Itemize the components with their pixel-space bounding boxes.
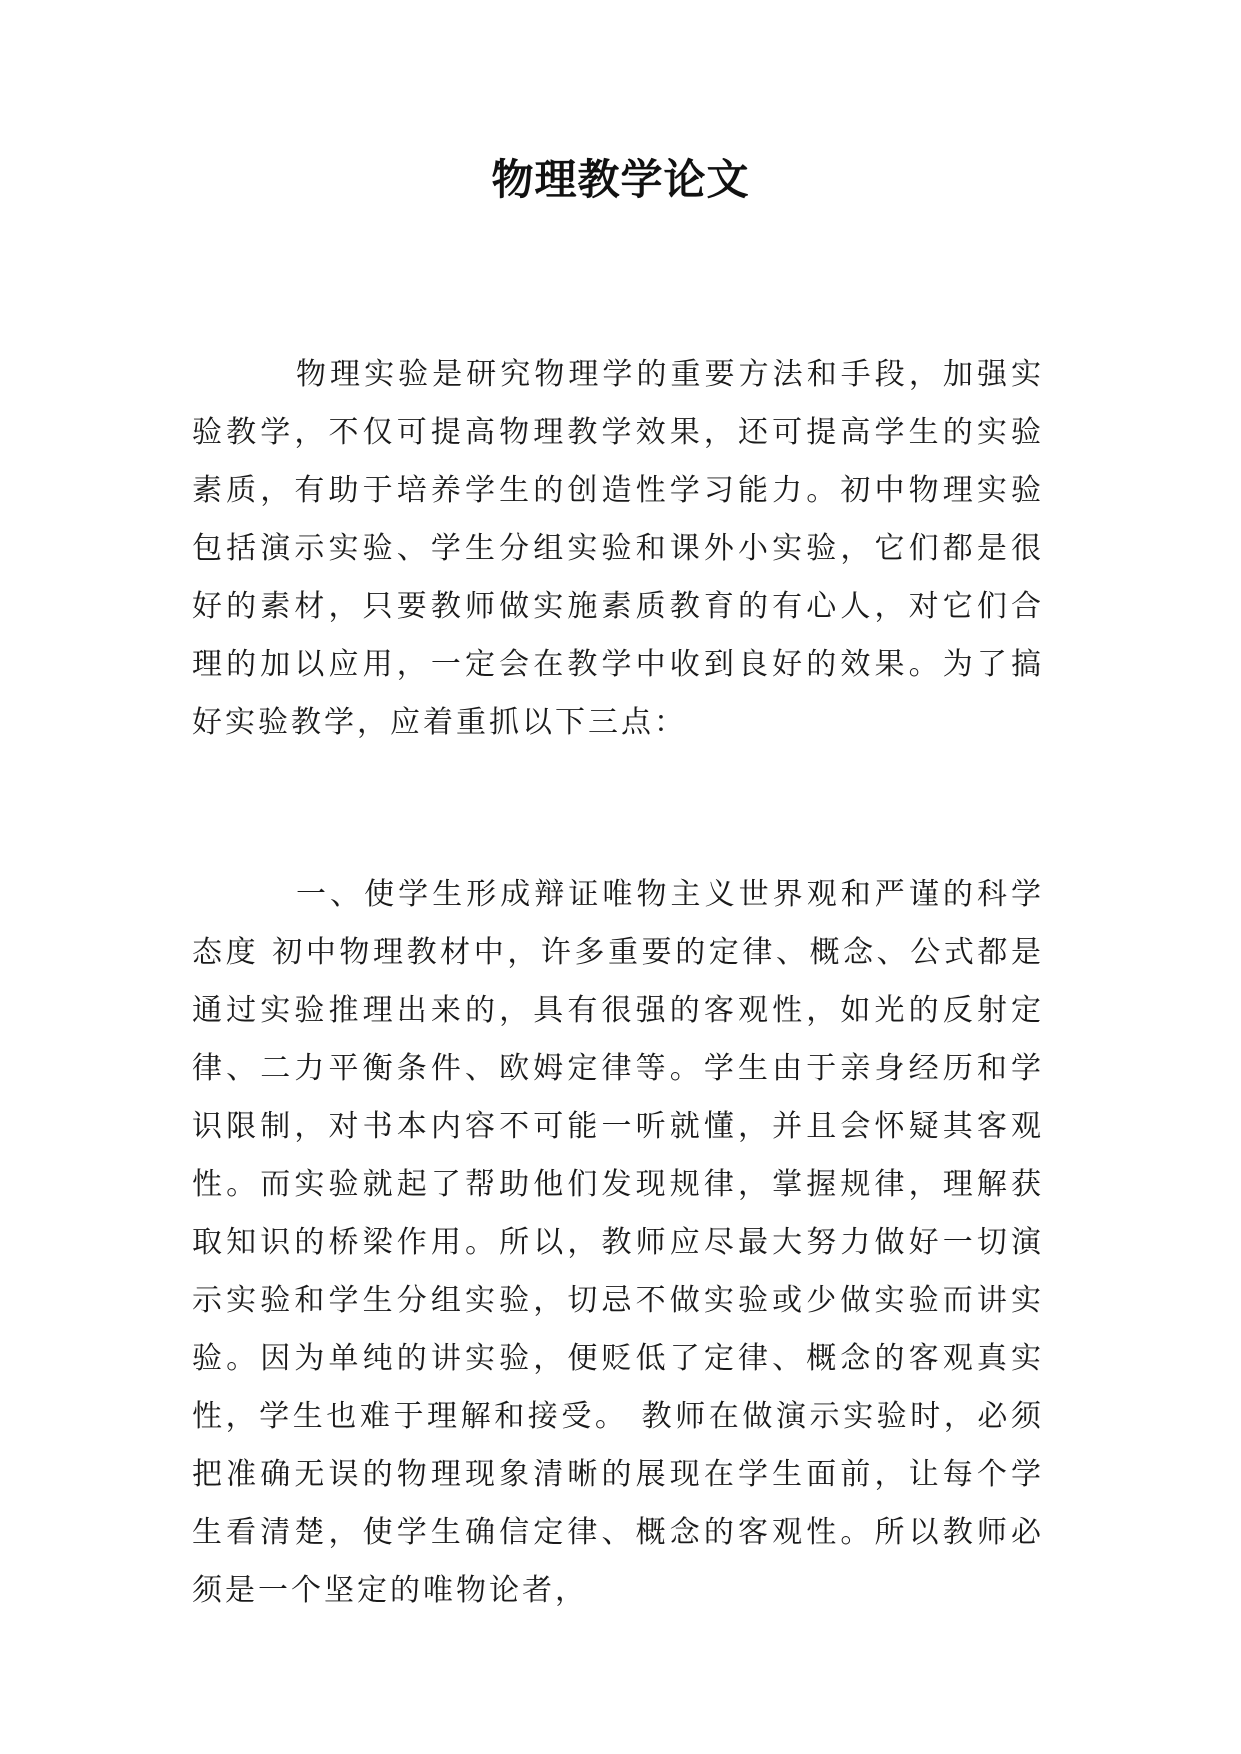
paragraph-section-one: 一、使学生形成辩证唯物主义世界观和严谨的科学态度 初中物理教材中，许多重要的定律、概念、公式都是通过实验推理出来的，具有很强的客观性，如光的反射定律、二力平衡条件、欧姆定律等。学生由于亲身经历和学识限制，对书本内容不可能一听就懂，并且会怀疑其客观性。而实验就起了帮助他们发现规律，掌握规律，理解获取知识的桥梁作用。所以，教师应尽最大努力做好一切演示实验和学生分组实验，切忌不做实验或少做实验而讲实验。因为单纯的讲实验，便贬低了定律、概念的客观真实性，学生也难于理解和接受。 教师在做演示实验时，必须把准确无误的物理现象清晰的展现在学生面前，让每个学生看清楚，使学生确信定律、概念的客观性。所以教师必须是一个坚定的唯物论者，: [192, 877, 1044, 1608]
document-title: 物理教学论文: [491, 155, 750, 204]
paragraph-intro: 物理实验是研究物理学的重要方法和手段，加强实验教学，不仅可提高物理教学效果，还可提高学生的实验素质，有助于培养学生的创造性学习能力。初中物理实验包括演示实验、学生分组实验和课外小实验，它们都是很好的素材，只要教师做实施素质教育的有心人，对它们合理的加以应用，一定会在教学中收到良好的效果。为了搞好实验教学，应着重抓以下三点：: [192, 357, 1044, 740]
